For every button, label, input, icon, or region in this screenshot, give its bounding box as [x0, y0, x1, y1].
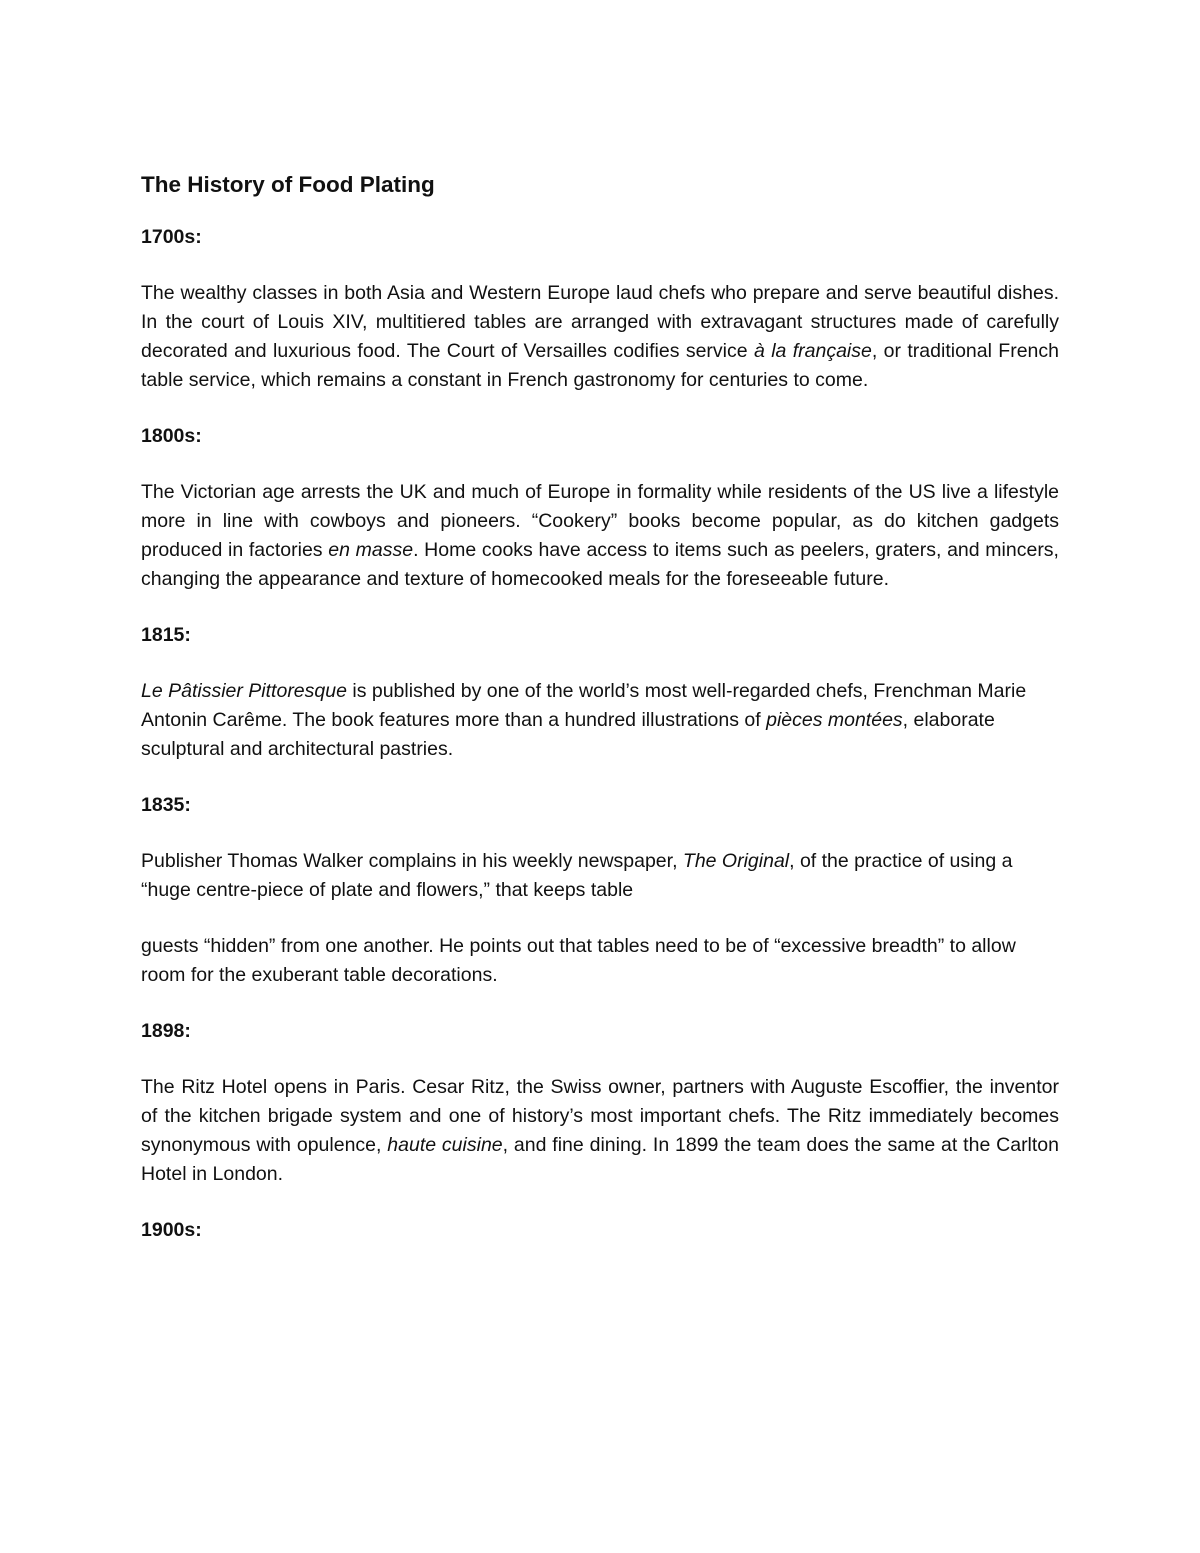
section-paragraph [141, 478, 1059, 594]
italic-text-run: à la française [753, 340, 872, 362]
italic-text-run: haute cuisine [387, 1134, 503, 1156]
section-heading: 1700s: [141, 226, 202, 248]
text-run: , of the practice of using a “huge centre-piece of plate and flowers,” that keeps table [141, 850, 1013, 901]
text-run: is published by one of the world’s most well-regarded chefs, Frenchman Marie Antonin Carême. The book features more than a hundred illustrations of [141, 680, 1027, 731]
italic-text-run: en masse [328, 539, 414, 561]
text-run: The Victorian age arrests the UK and much of Europe in formality while residents of the US live a lifestyle more in line with cowboys and pioneers. “Cookery” books become popular, as do kitchen gadgets produced in factories [141, 481, 1059, 561]
text-run: , and fine dining. In 1899 the team does the same at the Carlton Hotel in London. [141, 1134, 1059, 1185]
document-page [141, 168, 1059, 1272]
text-run: , or traditional French table service, which remains a constant in French gastronomy for centuries to come. [141, 340, 1059, 391]
section-1800s [141, 422, 1059, 594]
text-run: guests “hidden” from one another. He points out that tables need to be of “excessive breadth” to allow room for the exuberant table decorations. [141, 935, 1016, 986]
section-1900s [141, 1216, 1059, 1245]
section-paragraph [141, 847, 1059, 905]
section-1835 [141, 791, 1059, 990]
text-run: The wealthy classes in both Asia and Western Europe laud chefs who prepare and serve beautiful dishes. In the court of Louis XIV, multitiered tables are arranged with extravagant structures made of carefully decorated and luxurious food. The Court of Versailles codifies service [141, 282, 1059, 362]
text-run: . Home cooks have access to items such as peelers, graters, and mincers, changing the appearance and texture of homecooked meals for the foreseeable future. [141, 539, 1059, 590]
section-paragraph [141, 677, 1059, 764]
section-paragraph [141, 932, 1059, 990]
text-run: Publisher Thomas Walker complains in his weekly newspaper, [141, 850, 683, 872]
section-1898 [141, 1017, 1059, 1189]
text-run: The Ritz Hotel opens in Paris. Cesar Ritz, the Swiss owner, partners with Auguste Escoffier, the inventor of the kitchen brigade system and one of history’s most important chefs. The Ritz immediately becomes synonymous with opulence, [141, 1076, 1059, 1156]
document-title: The History of Food Plating [141, 172, 435, 197]
italic-text-run: Le Pâtissier Pittoresque [141, 680, 347, 702]
italic-text-run: The Original [682, 850, 790, 872]
text-run: , elaborate sculptural and architectural pastries. [141, 709, 995, 760]
section-heading: 1815: [141, 624, 191, 646]
section-heading: 1835: [141, 794, 191, 816]
section-heading: 1900s: [141, 1219, 202, 1241]
section-1815 [141, 621, 1059, 764]
section-1700s [141, 223, 1059, 395]
section-heading: 1898: [141, 1020, 191, 1042]
section-heading: 1800s: [141, 425, 202, 447]
section-paragraph [141, 279, 1059, 395]
section-paragraph [141, 1073, 1059, 1189]
italic-text-run: pièces montées [766, 709, 903, 731]
